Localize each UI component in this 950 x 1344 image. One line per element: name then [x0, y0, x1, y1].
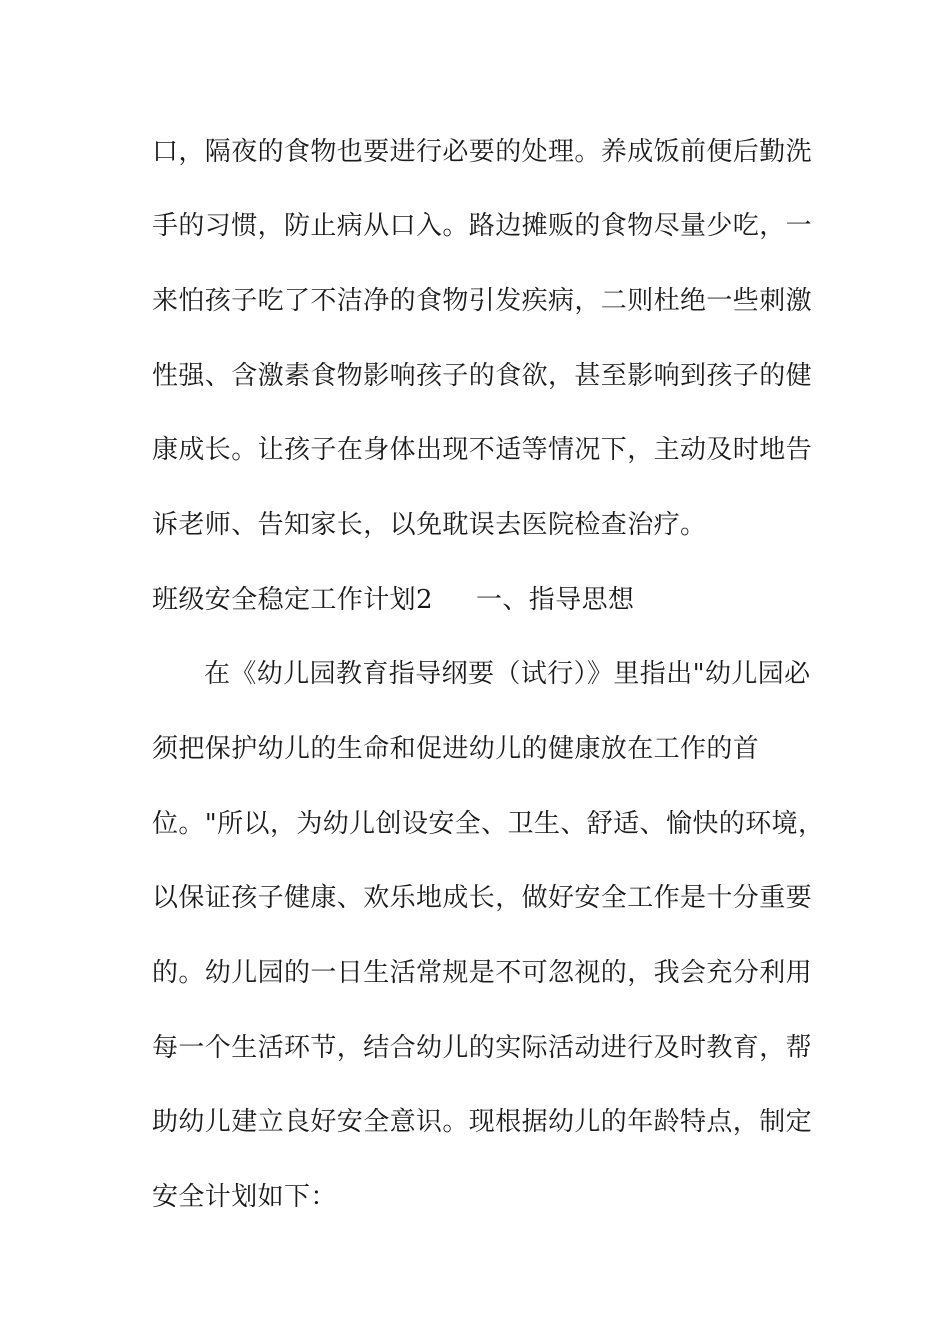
paragraph-line: 安全计划如下：	[152, 1182, 337, 1212]
paragraph-line: 须把保护幼儿的生命和促进幼儿的健康放在工作的首	[152, 734, 760, 764]
paragraph-line: 每一个生活环节，结合幼儿的实际活动进行及时教育，帮	[152, 1033, 813, 1063]
text-line: 康成长。让孩子在身体出现不适等情况下，主动及时地告	[152, 435, 813, 465]
paragraph-line: 在《幼儿园教育指导纲要（试行）》里指出"幼儿园必	[204, 659, 811, 689]
text-line: 来怕孩子吃了不洁净的食物引发疾病，二则杜绝一些刺激	[152, 286, 813, 316]
paragraph-line: 助幼儿建立良好安全意识。现根据幼儿的年龄特点，制定	[152, 1107, 813, 1137]
paragraph-line: 的。幼儿园的一日生活常规是不可忽视的，我会充分利用	[152, 958, 813, 988]
paragraph-line: 以保证孩子健康、欢乐地成长，做好安全工作是十分重要	[152, 883, 813, 913]
text-line: 诉老师、告知家长，以免耽误去医院检查治疗。	[152, 510, 707, 540]
section-heading-subtitle: 一、指导思想	[476, 585, 635, 615]
text-line: 性强、含激素食物影响孩子的食欲，甚至影响到孩子的健	[152, 361, 813, 391]
section-heading-title: 班级安全稳定工作计划2	[152, 585, 433, 615]
paragraph-line: 位。"所以，为幼儿创设安全、卫生、舒适、愉快的环境，	[152, 809, 825, 839]
text-line: 口，隔夜的食物也要进行必要的处理。养成饭前便后勤洗	[152, 137, 813, 167]
text-line: 手的习惯，防止病从口入。路边摊贩的食物尽量少吃，一	[152, 211, 813, 241]
